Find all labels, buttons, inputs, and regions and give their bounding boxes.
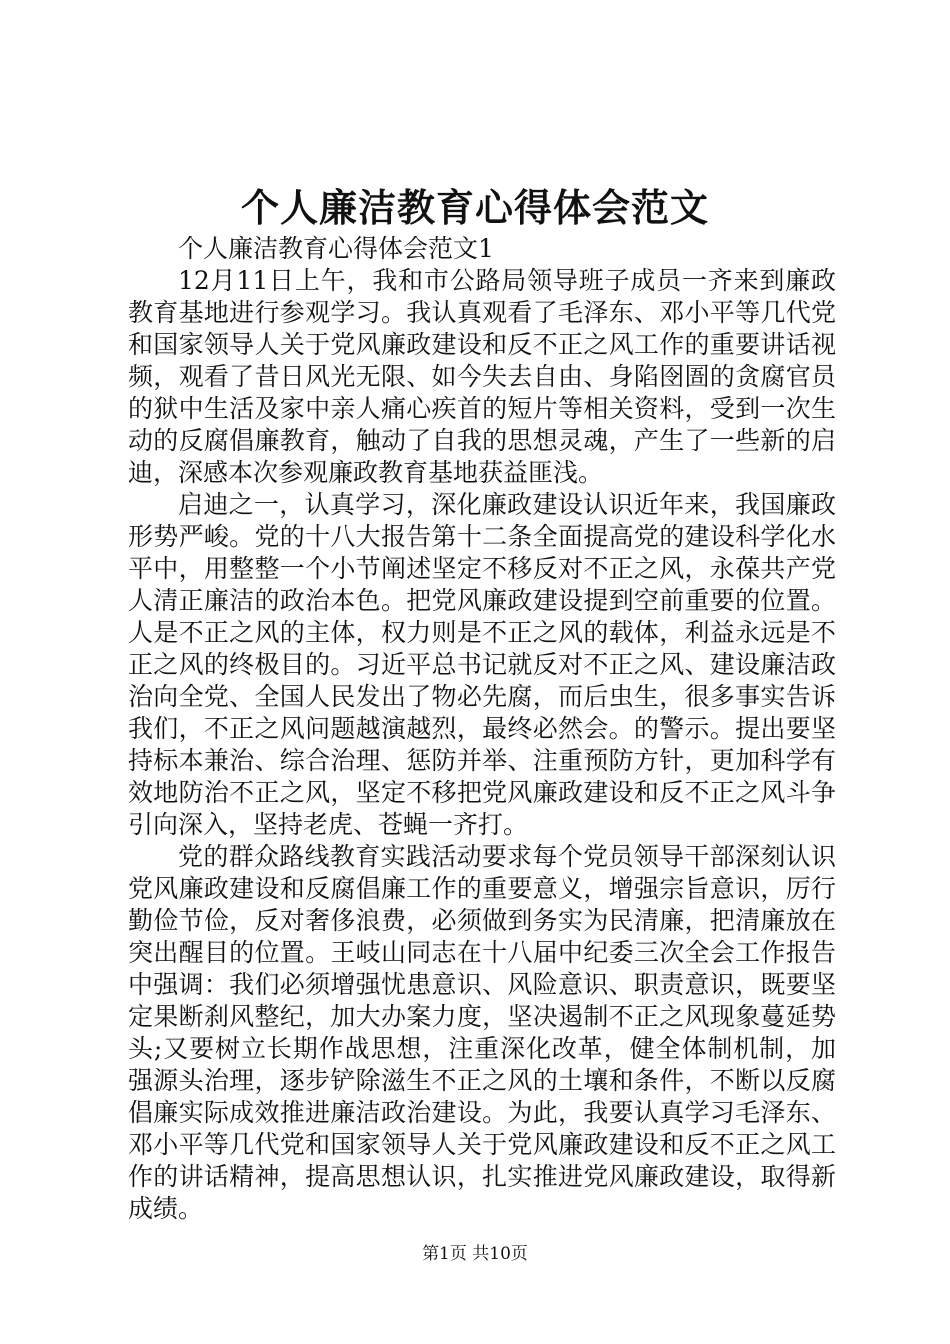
document-body — [128, 233, 836, 1225]
page-number-footer: 第1页 共10页 — [422, 1244, 528, 1264]
section-heading: 个人廉洁教育心得体会范文1 — [178, 234, 494, 263]
paragraph: 启迪之一，认真学习，深化廉政建设认识近年来，我国廉政形势严峻。党的十八大报告第十二条全面提高党的建设科学化水平中，用整整一个小节阐述坚定不移反对不正之风，永葆共产党人清正廉洁的政治本色。把党风廉政建设提到空前重要的位置。人是不正之风的主体，权力则是不正之风的载体，利益永远是不正之风的终极目的。习近平总书记就反对不正之风、建设廉洁政治向全党、全国人民发出了物必先腐，而后虫生，很多事实告诉我们，不正之风问题越演越烈，最终必然会。的警示。提出要坚持标本兼治、综合治理、惩防并举、注重预防方针，更加科学有效地防治不正之风，坚定不移把党风廉政建设和反不正之风斗争引向深入，坚持老虎、苍蝇一齐打。 — [128, 490, 836, 839]
paragraph: 党的群众路线教育实践活动要求每个党员领导干部深刻认识党风廉政建设和反腐倡廉工作的重要意义，增强宗旨意识，厉行勤俭节俭，反对奢侈浪费，必须做到务实为民清廉，把清廉放在突出醒目的位置。王岐山同志在十八届中纪委三次全会工作报告中强调：我们必须增强忧患意识、风险意识、职责意识，既要坚定果断刹风整纪，加大办案力度，坚决遏制不正之风现象蔓延势头;又要树立长期作战思想，注重深化改革，健全体制机制，加强源头治理，逐步铲除滋生不正之风的土壤和条件，不断以反腐倡廉实际成效推进廉洁政治建设。为此，我要认真学习毛泽东、邓小平等几代党和国家领导人关于党风廉政建设和反不正之风工作的讲话精神，提高思想认识，扎实推进党风廉政建设，取得新成绩。 — [128, 842, 836, 1223]
paragraph: 12月11日上午，我和市公路局领导班子成员一齐来到廉政教育基地进行参观学习。我认真观看了毛泽东、邓小平等几代党和国家领导人关于党风廉政建设和反不正之风工作的重要讲话视频，观看了昔日风光无限、如今失去自由、身陷囹圄的贪腐官员的狱中生活及家中亲人痛心疾首的短片等相关资料，受到一次生动的反腐倡廉教育，触动了自我的思想灵魂，产生了一些新的启迪，深感本次参观廉政教育基地获益匪浅。 — [128, 266, 836, 487]
document-title: 个人廉洁教育心得体会范文 — [240, 185, 709, 230]
